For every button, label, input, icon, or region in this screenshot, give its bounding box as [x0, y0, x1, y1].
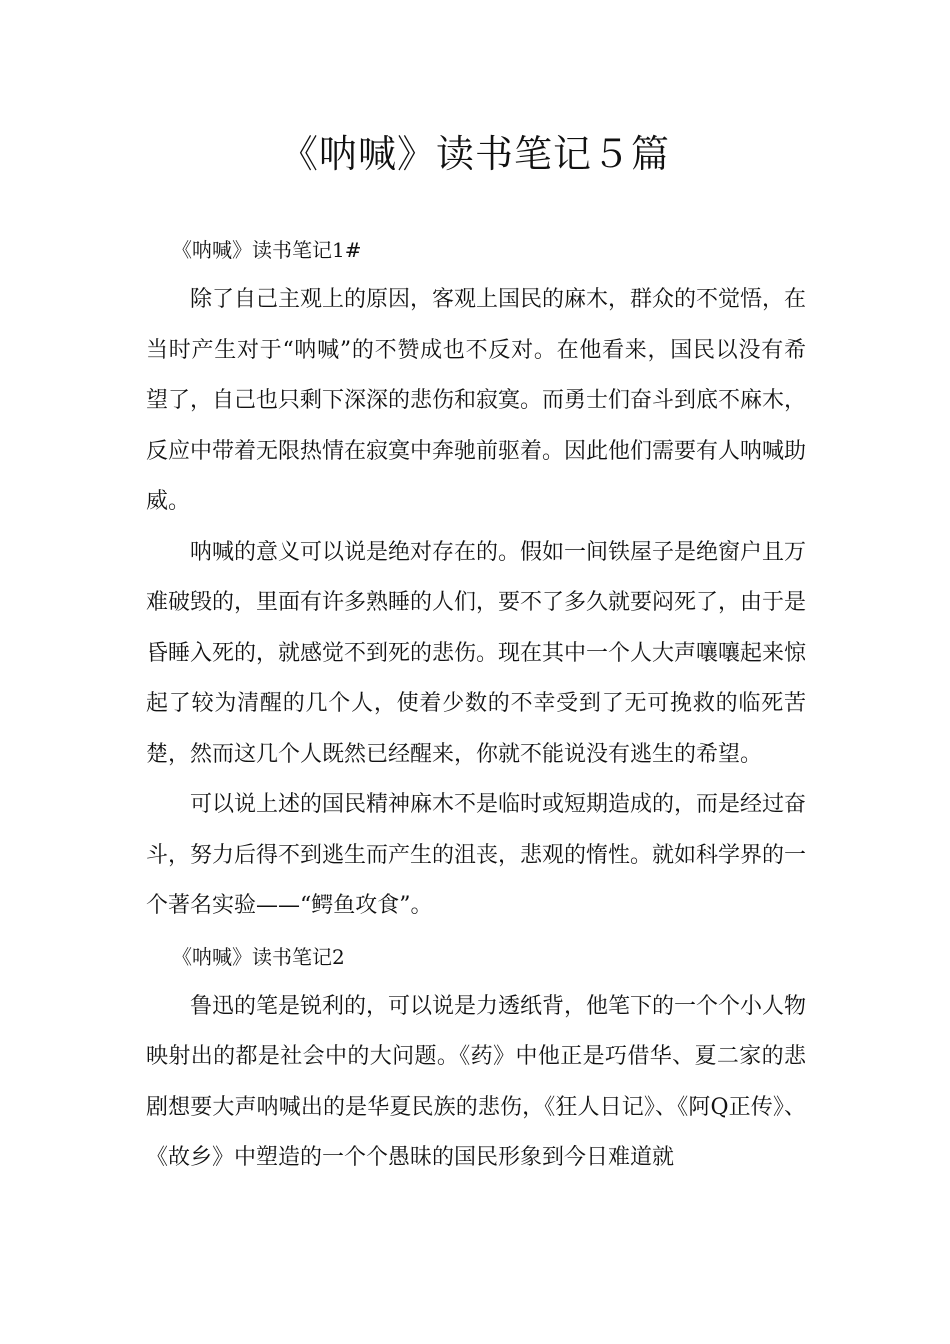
- document-title: 《呐喊》读书笔记５篇: [279, 132, 670, 176]
- document-body: [146, 225, 806, 1184]
- paragraph-2-1: 鲁迅的笔是锐利的，可以说是力透纸背，他笔下的一个个小人物映射出的都是社会中的大问题。《药》中他正是巧借华、夏二家的悲剧想要大声呐喊出的是华夏民族的悲伤，《狂人日记》、《阿Q正传》、《故乡》中塑造的一个个愚昧的国民形象到今日难道就: [146, 993, 807, 1170]
- section-heading-2: 《呐喊》读书笔记2: [172, 944, 345, 969]
- paragraph-1-3: 可以说上述的国民精神麻木不是临时或短期造成的，而是经过奋斗，努力后得不到逃生而产生的沮丧，悲观的惰性。就如科学界的一个著名实验——“鳄鱼攻食”。: [146, 792, 807, 918]
- section-heading-1: 《呐喊》读书笔记1#: [172, 238, 362, 262]
- paragraph-1-2: 呐喊的意义可以说是绝对存在的。假如一间铁屋子是绝窗户且万难破毁的，里面有许多熟睡的人们，要不了多久就要闷死了，由于是昏睡入死的，就感觉不到死的悲伤。现在其中一个人大声嚷嚷起来惊起了较为清醒的几个人，使着少数的不幸受到了无可挽救的临死苦楚，然而这几个人既然已经醒来，你就不能说没有逃生的希望。: [146, 539, 807, 767]
- paragraph-1-1: 除了自己主观上的原因，客观上国民的麻木，群众的不觉悟，在当时产生对于“呐喊”的不赞成也不反对。在他看来，国民以没有希望了，自己也只剩下深深的悲伤和寂寞。而勇士们奋斗到底不麻木，反应中带着无限热情在寂寞中奔驰前驱着。因此他们需要有人呐喊助威。: [146, 287, 807, 514]
